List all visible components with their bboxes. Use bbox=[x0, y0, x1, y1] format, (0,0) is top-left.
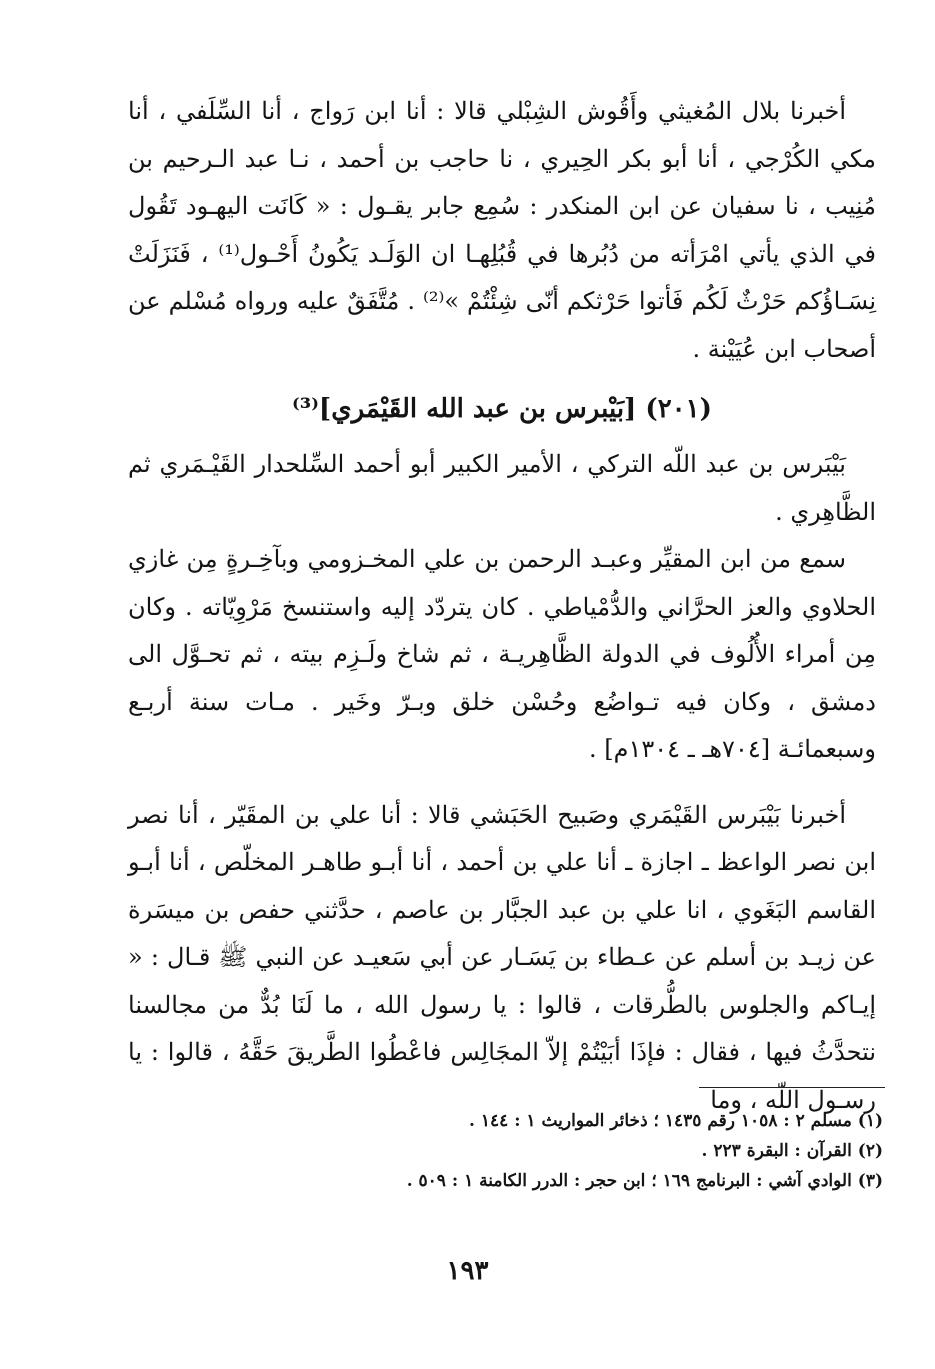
paragraph-hadith-1: أخبرنا بلال المُغيثي وأَقُوش الشِبْلي قالا : أنا ابن رَواج ، أنا السِّلَفي ، أنا مكي الكُرْجي ، أنا أبو بكر الحِيري ، نا حاجب بن أحمد ، نـا عبد الـرحيم بن مُنِيب ، نا سفيان عن ابن المنكدر : سُمِع جابر يقـول : « كَانَت اليهـود تَقُول في الذي يأتي امْرَأته من دُبُرها في قُبُلِهـا ان الوَلَـد يَكُونُ أَحْـول⁽¹⁾ ، فَنَزَلَتْ نِسَـاؤُكم حَرْثٌ لَكُم فَأتوا حَرْثكم أنّى شِئْتُمْ »⁽²⁾ . مُتَّفَقٌ عليه ورواه مُسْلم عن أصحاب ابن عُيَيْنة . bbox=[128, 97, 876, 363]
footnote-1: (١) مسلم ٢ : ١٠٥٨ رقم ١٤٣٥ ؛ ذخائر المواريث ١ : ١٤٤ . bbox=[469, 1111, 883, 1131]
paragraph-hadith-2: أخبرنا بَيْبَرس القَيْمَري وصَبيح الحَبَشي قالا : أنا علي بن المقَيّر ، أنا نصر ابن نصر الواعظ ـ اجازة ـ أنا علي بن أحمد ، أنا أبـو طاهـر المخلّص ، أنا أبـو القاسم البَغَوي ، انا علي بن عبد الجبَّار بن عاصم ، حدَّثني حفص بن ميسَرة عن زيـد بن أسلم عن عـطاء بن يَسَـار عن أبي سَعيـد عن النبي ﷺ قـال : « إيـاكم والجلوس بالطُّرقات ، قالوا : يا رسول الله ، ما لَنَا بُدٌّ من مجالسنا نتحدَّثُ فيها ، فقال : فإذَا أبَيْتُمْ إلاّ المجَالِس فاعْطُوا الطَّريقَ حَقَّهُ ، قالوا : يا رسـول اللّه ، وما bbox=[128, 800, 876, 1114]
footnotes bbox=[123, 1106, 883, 1196]
entry-heading: (٢٠١) [بَيْبرس بن عبد الله القَيْمَري]⁽³⁾ bbox=[292, 394, 712, 424]
page-number: ١٩٣ bbox=[446, 1256, 489, 1286]
footnote-2: (٢) القرآن : البقرة ٢٢٣ . bbox=[701, 1141, 883, 1161]
main-text bbox=[128, 88, 876, 1124]
paragraph-biography-name: بَيْبَرس بن عبد اللّه التركي ، الأمير الكبير أبو أحمد السِّلحدار القَيْـمَري ثم الظَّاهِري . bbox=[128, 450, 876, 526]
footnote-divider bbox=[699, 1087, 885, 1088]
paragraph-gap bbox=[128, 774, 876, 792]
footnote-3: (٣) الوادي آشي : البرنامج ١٦٩ ؛ ابن حجر : الدرر الكامنة ١ : ٥٠٩ . bbox=[406, 1171, 883, 1191]
paragraph-biography-details: سمع من ابن المقيِّر وعبـد الرحمن بن علي المخـزومي وبآخِـرةٍ مِن غازي الحلاوي والعز الحرَّاني والدُّمْياطي . كان يتردّد إليه واستنسخ مَرْوِيّاته . وكان مِن أمراء الأُلُوف في الدولة الظَّاهِريـة ، ثم شاخ ولَـزِم بيته ، ثم تحـوَّل الى دمشق ، وكان فيه تـواضُع وحُسْن خلق وبـرّ وخَير . مـات سنة أربـع وسبعمائـة [٧٠٤هـ ـ ١٣٠٤م] . bbox=[128, 545, 876, 763]
